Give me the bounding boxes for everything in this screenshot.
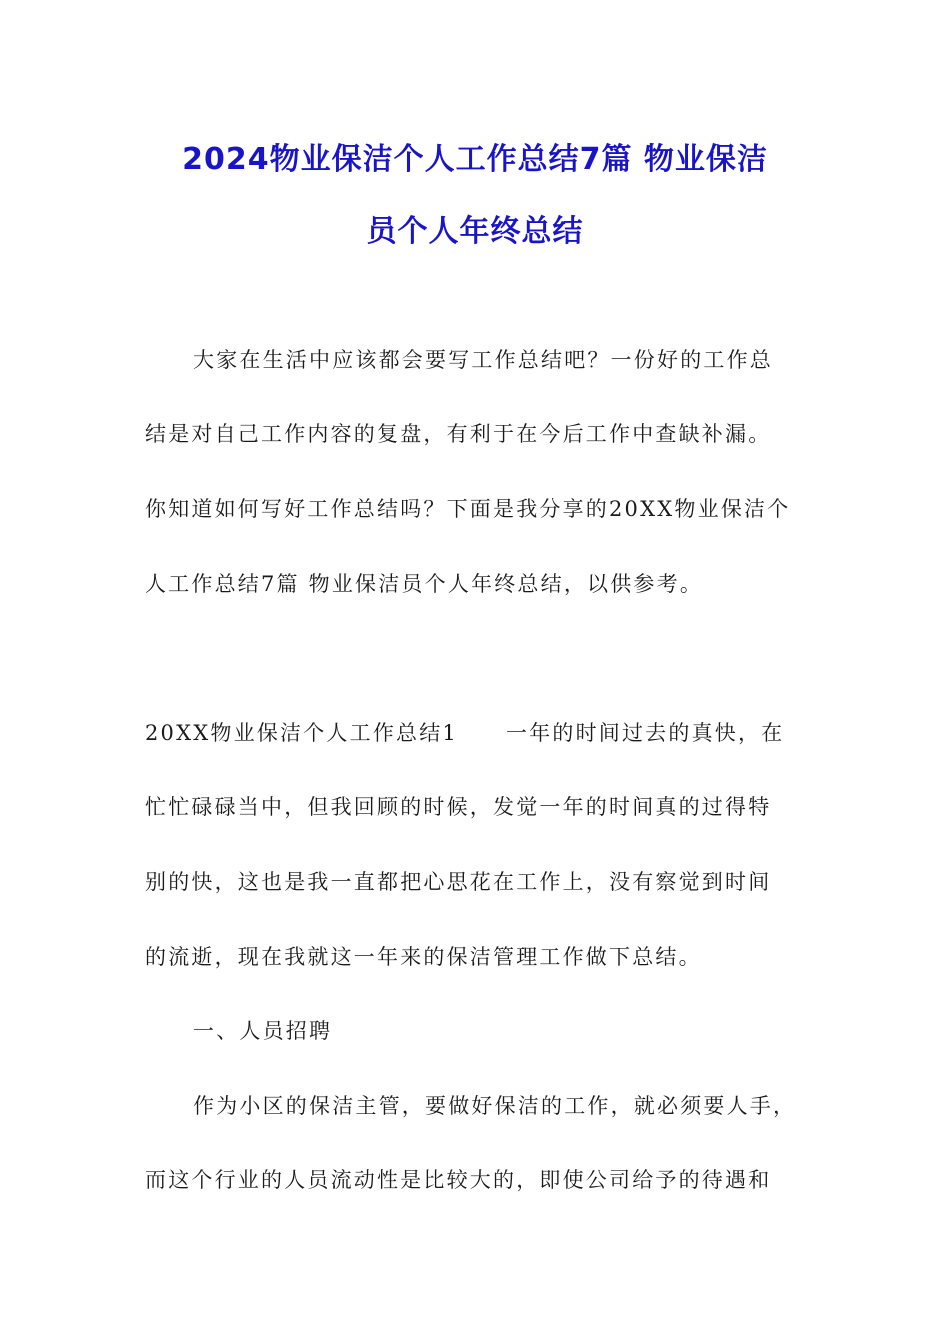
section-1-line-2: 忙忙碌碌当中，但我回顾的时候，发觉一年的时间真的过得特 <box>145 795 772 819</box>
subsection-heading: 一、人员招聘 <box>193 1019 333 1043</box>
document-title-line-1: 2024物业保洁个人工作总结7篇 物业保洁 <box>182 142 768 177</box>
section-1-line-3: 别的快，这也是我一直都把心思花在工作上，没有察觉到时间 <box>145 870 772 894</box>
intro-line-1: 大家在生活中应该都会要写工作总结吧？一份好的工作总 <box>193 348 773 372</box>
subsection-line-2: 而这个行业的人员流动性是比较大的，即使公司给予的待遇和 <box>145 1168 772 1192</box>
intro-line-4: 人工作总结7篇 物业保洁员个人年终总结，以供参考。 <box>145 572 704 596</box>
intro-line-2: 结是对自己工作内容的复盘，有利于在今后工作中查缺补漏。 <box>145 422 772 446</box>
section-1-first-line <box>145 718 810 748</box>
intro-line-3: 你知道如何写好工作总结吗？下面是我分享的20XX物业保洁个 <box>145 497 791 521</box>
section-1-line-4: 的流逝，现在我就这一年来的保洁管理工作做下总结。 <box>145 945 702 969</box>
section-1-first-line-text: 一年的时间过去的真快，在 <box>505 721 785 745</box>
document-title-line-2: 员个人年终总结 <box>366 214 584 249</box>
subsection-line-1: 作为小区的保洁主管，要做好保洁的工作，就必须要人手， <box>193 1094 797 1118</box>
section-1-heading: 20XX物业保洁个人工作总结1 <box>145 721 458 745</box>
